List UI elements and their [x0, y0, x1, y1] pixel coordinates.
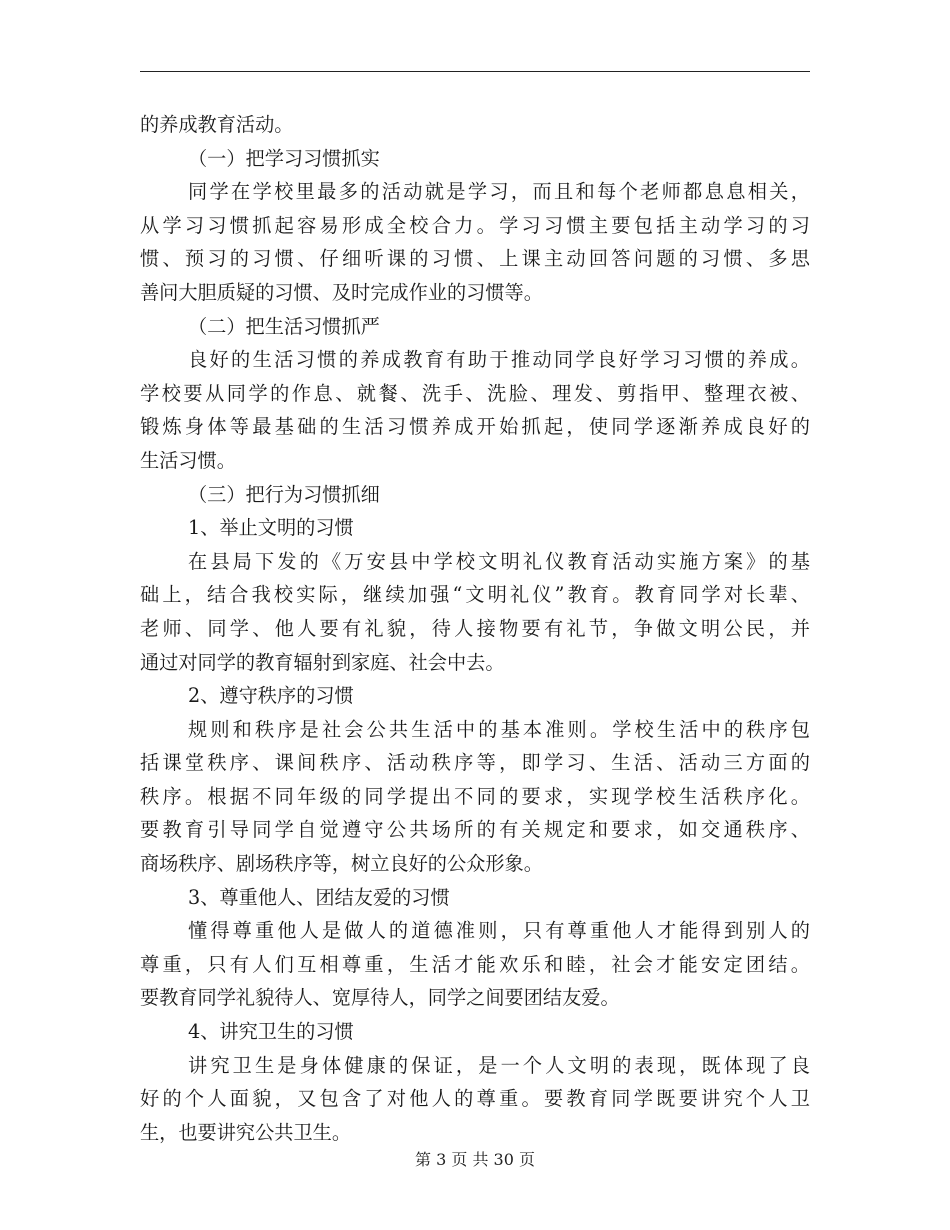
text-line: 良好的生活习惯的养成教育有助于推动同学良好学习习惯的养成。 — [188, 348, 810, 372]
text-line: （三）把行为习惯抓细 — [188, 482, 380, 506]
document-body — [140, 108, 810, 1149]
text-line: 惯、预习的习惯、仔细听课的习惯、上课主动回答问题的习惯、多思 — [140, 247, 810, 271]
text-line: 3、尊重他人、团结友爱的习惯 — [188, 885, 450, 909]
text-line: 生活习惯。 — [140, 448, 236, 472]
text-line: 善问大胆质疑的习惯、及时完成作业的习惯等。 — [140, 280, 543, 304]
text-line: （二）把生活习惯抓严 — [188, 314, 380, 338]
text-line: 4、讲究卫生的习惯 — [188, 1020, 354, 1044]
text-line: （一）把学习习惯抓实 — [188, 146, 380, 170]
text-line: 1、举止文明的习惯 — [188, 516, 354, 540]
text-line: 从学习习惯抓起容易形成全校合力。学习习惯主要包括主动学习的习 — [140, 213, 810, 237]
text-line: 的养成教育活动。 — [140, 113, 294, 136]
header-rule — [140, 71, 810, 72]
text-line: 同学在学校里最多的活动就是学习，而且和每个老师都息息相关， — [188, 180, 810, 204]
text-line: 学校要从同学的作息、就餐、洗手、洗脸、理发、剪指甲、整理衣被、 — [140, 381, 810, 405]
text-line: 2、遵守秩序的习惯 — [188, 684, 354, 708]
text-line: 括课堂秩序、课间秩序、活动秩序等，即学习、生活、活动三方面的 — [140, 751, 810, 775]
text-line: 在县局下发的《万安县中学校文明礼仪教育活动实施方案》的基 — [188, 549, 810, 573]
text-line: 好的个人面貌，又包含了对他人的尊重。要教育同学既要讲究个人卫 — [140, 1087, 810, 1111]
page-footer: 第 3 页 共 30 页 — [415, 1150, 535, 1169]
text-line: 老师、同学、他人要有礼貌，待人接物要有礼节，争做文明公民，并 — [140, 616, 810, 640]
text-line: 懂得尊重他人是做人的道德准则，只有尊重他人才能得到别人的 — [188, 919, 810, 943]
text-line: 讲究卫生是身体健康的保证，是一个人文明的表现，既体现了良 — [188, 1053, 810, 1077]
text-line: 尊重，只有人们互相尊重，生活才能欢乐和睦，社会才能安定团结。 — [140, 952, 810, 976]
text-line: 要教育引导同学自觉遵守公共场所的有关规定和要求，如交通秩序、 — [140, 818, 810, 842]
text-line: 商场秩序、剧场秩序等，树立良好的公众形象。 — [140, 852, 543, 876]
text-line: 生，也要讲究公共卫生。 — [140, 1120, 352, 1144]
text-line: 要教育同学礼貌待人、宽厚待人，同学之间要团结友爱。 — [140, 986, 620, 1010]
text-line: 秩序。根据不同年级的同学提出不同的要求，实现学校生活秩序化。 — [140, 784, 810, 808]
text-line: 锻炼身体等最基础的生活习惯养成开始抓起，使同学逐渐养成良好的 — [140, 415, 810, 439]
text-line: 础上，结合我校实际，继续加强“文明礼仪”教育。教育同学对长辈、 — [140, 583, 810, 607]
text-line: 规则和秩序是社会公共生活中的基本准则。学校生活中的秩序包 — [188, 717, 810, 741]
text-line: 通过对同学的教育辐射到家庭、社会中去。 — [140, 650, 505, 674]
